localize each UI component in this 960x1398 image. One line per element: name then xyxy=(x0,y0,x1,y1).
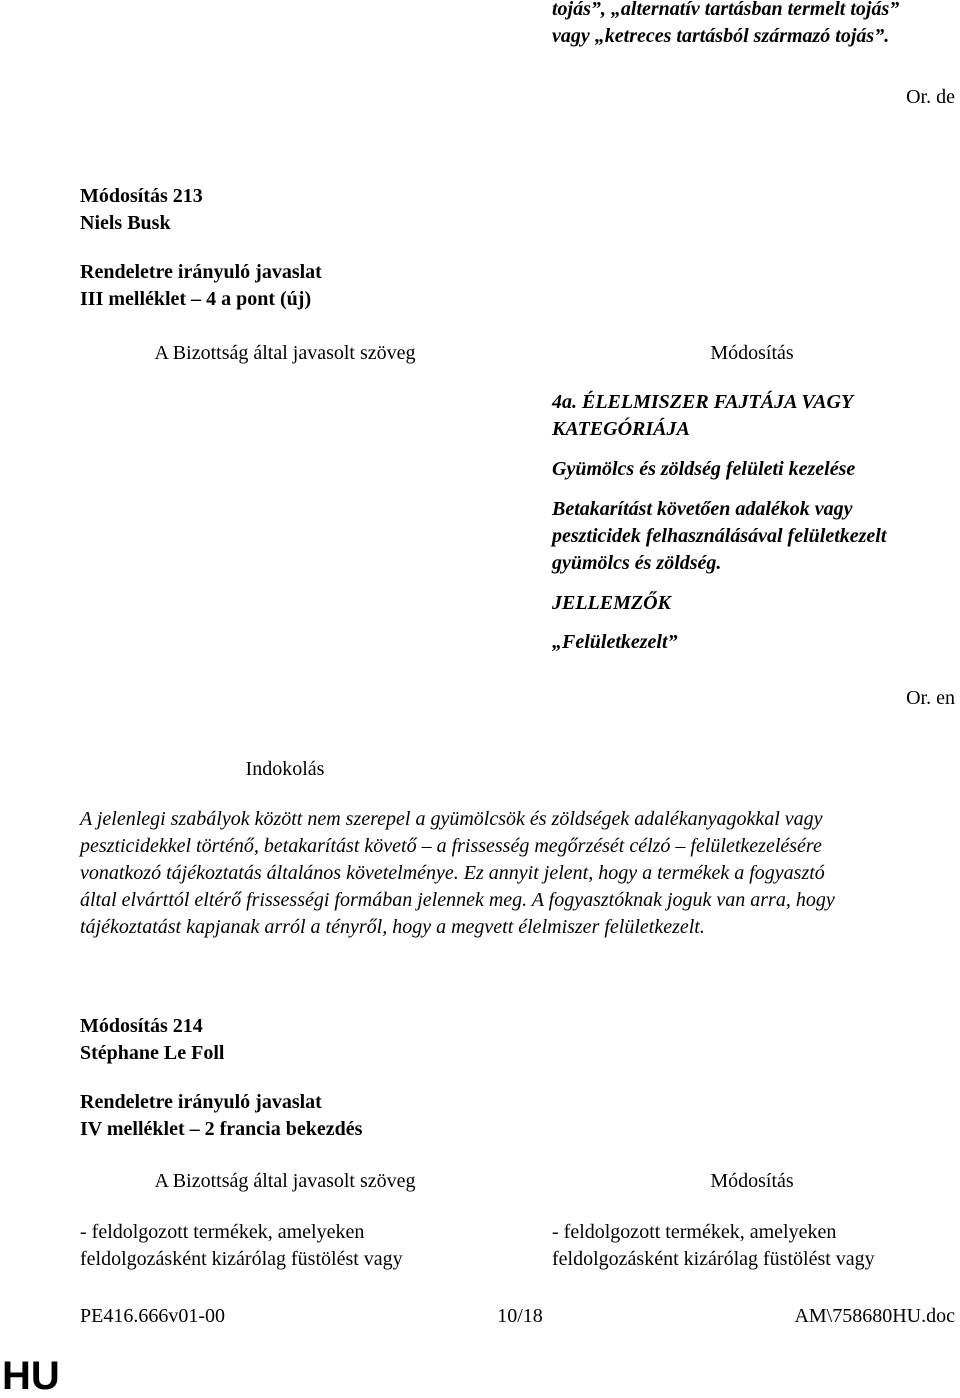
column-header-commission: A Bizottság által javasolt szöveg xyxy=(154,1170,416,1192)
amendment-213-reference xyxy=(80,259,680,313)
commission-text xyxy=(80,1219,500,1273)
amendment-author: Stéphane Le Foll xyxy=(80,1042,225,1064)
column-header-amendment: Módosítás xyxy=(710,1170,794,1192)
feature-value: „Felületkezelt” xyxy=(552,631,678,653)
justification-line: által elvárttól eltérő frissességi formában jelennek meg. A fogyasztóknak joguk van arra, hogy xyxy=(80,889,835,911)
justification-line: vonatkozó tájékoztatás általános követelménye. Ez annyit jelent, hogy a termékek a fogyasztó xyxy=(80,862,825,884)
features-label: JELLEMZŐK xyxy=(552,592,671,614)
footer-page-number: 10/18 xyxy=(497,1305,543,1327)
description-line: peszticidek felhasználásával felületkezelt xyxy=(552,525,887,547)
original-language-de: Or. de xyxy=(906,86,955,108)
annex-reference: IV melléklet – 2 francia bekezdés xyxy=(80,1118,363,1140)
amendment-214-reference xyxy=(80,1089,680,1143)
justification-line: A jelenlegi szabályok között nem szerepel a gyümölcsök és zöldségek adalékanyagokkal vagy xyxy=(80,808,823,830)
amendment-214-header xyxy=(80,1013,580,1067)
language-mark: HU xyxy=(2,1354,60,1398)
amendment-213-text xyxy=(552,389,952,656)
justification-line: tájékoztatást kapjanak arról a tényről, hogy a megvett élelmiszer felületkezelt. xyxy=(80,916,705,938)
amendment-number: Módosítás 214 xyxy=(80,1015,203,1037)
heading-line: 4a. ÉLELMISZER FAJTÁJA VAGY xyxy=(552,391,854,413)
footer-doc-ref: PE416.666v01-00 xyxy=(80,1305,225,1327)
heading-line: KATEGÓRIÁJA xyxy=(552,418,690,440)
commission-line: - feldolgozott termékek, amelyeken xyxy=(80,1221,365,1243)
footer-file-name: AM\758680HU.doc xyxy=(794,1305,955,1327)
amendment-text xyxy=(552,1219,952,1273)
description-line: Betakarítást követően adalékok vagy xyxy=(552,498,853,520)
justification-title: Indokolás xyxy=(245,758,325,780)
amendment-213-header xyxy=(80,183,580,237)
description-line: gyümölcs és zöldség. xyxy=(552,552,722,574)
amendment-line: - feldolgozott termékek, amelyeken xyxy=(552,1221,837,1243)
continuation-text xyxy=(552,0,952,50)
amendment-author: Niels Busk xyxy=(80,212,171,234)
justification-text xyxy=(80,806,955,941)
continuation-line: vagy „ketreces tartásból származó tojás”. xyxy=(552,25,890,47)
commission-line: feldolgozásként kizárólag füstölést vagy xyxy=(80,1248,403,1270)
continuation-line: tojás”, „alternatív tartásban termelt tojás” xyxy=(552,0,900,20)
justification-line: peszticidekkel történő, betakarítást követő – a frissesség megőrzését célzó – felületkezelésére xyxy=(80,835,822,857)
subheading: Gyümölcs és zöldség felületi kezelése xyxy=(552,458,856,480)
column-header-commission: A Bizottság által javasolt szöveg xyxy=(154,342,416,364)
amendment-line: feldolgozásként kizárólag füstölést vagy xyxy=(552,1248,875,1270)
proposal-title: Rendeletre irányuló javaslat xyxy=(80,1091,322,1113)
annex-reference: III melléklet – 4 a pont (új) xyxy=(80,288,312,310)
original-language-en: Or. en xyxy=(906,687,955,709)
column-header-amendment: Módosítás xyxy=(710,342,794,364)
amendment-number: Módosítás 213 xyxy=(80,185,203,207)
proposal-title: Rendeletre irányuló javaslat xyxy=(80,261,322,283)
